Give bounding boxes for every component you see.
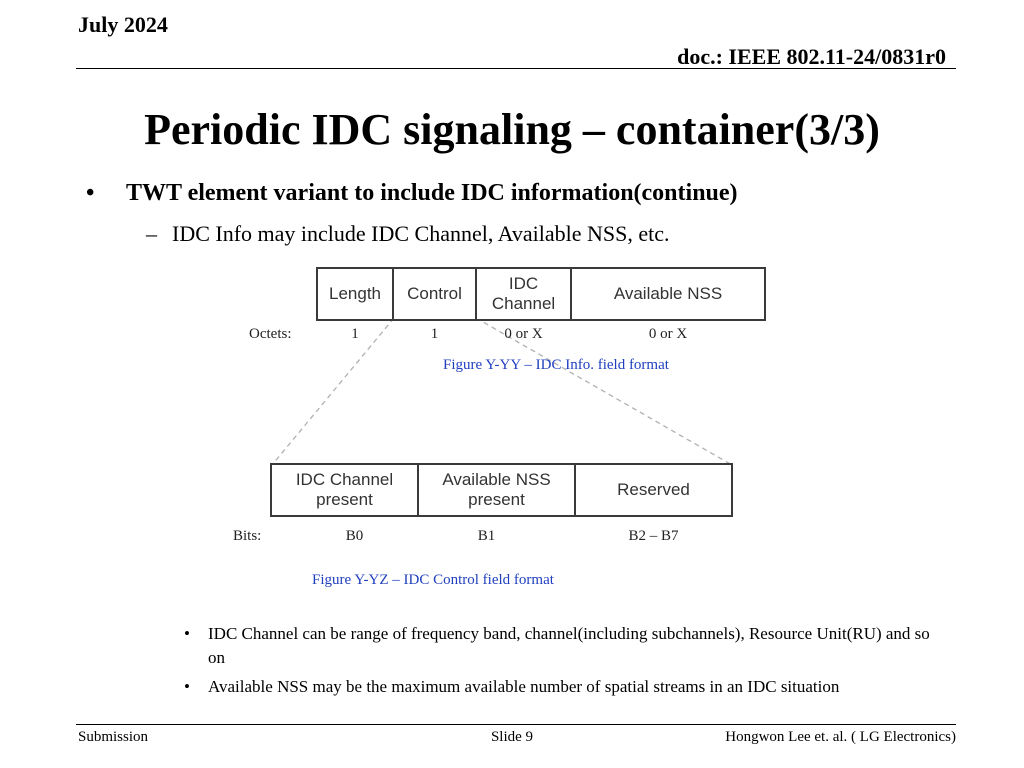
note-bullet-marker: • [184,624,190,643]
bits-b1: B1 [477,528,496,544]
slide-title: Periodic IDC signaling – container(3/3) [144,105,880,154]
octets-length: 1 [351,326,359,342]
bits-b2-b7: B2 – B7 [628,528,679,544]
bits-label: Bits: [233,528,262,544]
field-idc-channel: IDC Channel [475,267,572,321]
octets-available-nss: 0 or X [648,326,688,342]
header-doc-id: doc.: IEEE 802.11-24/0831r0 [677,44,946,69]
octets-label: Octets: [249,326,292,342]
bullet-marker: • [86,180,95,206]
figure1-caption: Figure Y-YY – IDC Info. field format [443,357,669,373]
field-length: Length [316,267,394,321]
bullet-main: TWT element variant to include IDC information(continue) [126,180,738,206]
octets-control: 1 [430,326,439,342]
field-idc-channel-present: IDC Channel present [270,463,419,517]
footer-slide-number: Slide 9 [490,729,534,745]
sub-bullet: IDC Info may include IDC Channel, Available NSS, etc. [172,221,670,246]
field-control: Control [392,267,477,321]
footer-rule [76,724,956,725]
footer-author: Hongwon Lee et. al. ( LG Electronics) [725,729,956,745]
bits-b0: B0 [345,528,364,544]
note-idc-channel: IDC Channel can be range of frequency band, channel(including subchannels), Resource Unit(RU) and so on [208,624,930,667]
header-date: July 2024 [78,12,168,37]
note-bullet-marker: • [184,677,190,696]
footer-submission: Submission [78,729,149,745]
field-available-nss-present: Available NSS present [417,463,576,517]
field-reserved: Reserved [574,463,733,517]
note-available-nss: Available NSS may be the maximum available number of spatial streams in an IDC situation [208,677,840,696]
octets-idc-channel: 0 or X [504,326,543,342]
field-available-nss: Available NSS [570,267,766,321]
sub-bullet-marker: – [146,221,157,246]
figure2-caption: Figure Y-YZ – IDC Control field format [312,572,554,588]
